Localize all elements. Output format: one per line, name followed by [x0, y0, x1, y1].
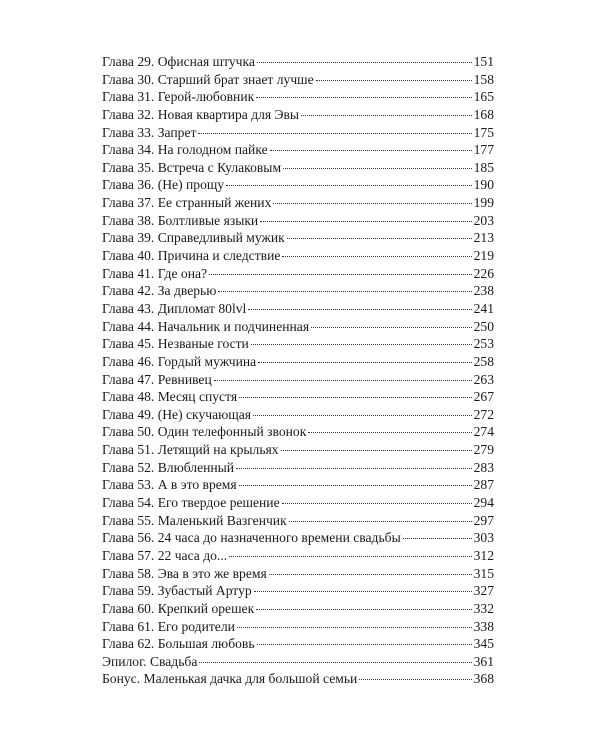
dot-leader — [257, 62, 472, 63]
toc-entry-title: Глава 35. Встреча с Кулаковым — [102, 159, 282, 175]
dot-leader — [281, 450, 472, 451]
toc-entry — [102, 159, 494, 177]
toc-entry-title: Глава 47. Ревнивец — [102, 371, 212, 387]
dot-leader — [214, 380, 472, 381]
toc-entry-title: Глава 54. Его твердое решение — [102, 495, 280, 511]
toc-entry — [102, 176, 494, 194]
toc-entry-title: Бонус. Маленькая дачка для большой семьи — [102, 671, 358, 687]
toc-entry-title: Глава 43. Дипломат 80lvl — [102, 300, 247, 316]
toc-entry-page-number: 250 — [473, 318, 494, 334]
toc-entry-page-number: 226 — [473, 265, 494, 281]
toc-entry — [102, 371, 494, 389]
table-of-contents — [102, 53, 494, 688]
toc-entry-page-number: 361 — [473, 653, 494, 669]
dot-leader — [236, 468, 472, 469]
toc-entry-title: Глава 58. Эва в это же время — [102, 565, 267, 581]
toc-entry — [102, 476, 494, 494]
toc-entry-title: Глава 59. Зубастый Артур — [102, 583, 252, 599]
dot-leader — [257, 644, 472, 645]
dot-leader — [199, 662, 471, 663]
toc-entry — [102, 194, 494, 212]
toc-entry-page-number: 158 — [473, 71, 494, 87]
dot-leader — [237, 627, 472, 628]
toc-entry-page-number: 315 — [473, 565, 494, 581]
toc-entry-title: Глава 39. Справедливый мужик — [102, 230, 285, 246]
toc-entry-title: Глава 62. Большая любовь — [102, 636, 255, 652]
toc-entry-title: Эпилог. Свадьба — [102, 653, 198, 669]
toc-entry — [102, 653, 494, 671]
toc-entry — [102, 318, 494, 336]
toc-entry-page-number: 283 — [473, 459, 494, 475]
toc-entry-title: Глава 48. Месяц спустя — [102, 389, 238, 405]
dot-leader — [258, 362, 471, 363]
toc-entry — [102, 406, 494, 424]
dot-leader — [359, 679, 471, 680]
toc-entry-title: Глава 37. Ее странный жених — [102, 195, 272, 211]
toc-entry-title: Глава 53. А в это время — [102, 477, 237, 493]
toc-entry — [102, 635, 494, 653]
toc-entry-page-number: 175 — [473, 124, 494, 140]
toc-entry — [102, 618, 494, 636]
toc-entry-page-number: 327 — [473, 583, 494, 599]
toc-entry — [102, 229, 494, 247]
toc-entry-title: Глава 50. Один телефонный звонок — [102, 424, 307, 440]
toc-entry — [102, 494, 494, 512]
toc-entry — [102, 265, 494, 283]
dot-leader — [198, 133, 471, 134]
toc-entry-title: Глава 55. Маленький Вазгенчик — [102, 512, 287, 528]
dot-leader — [273, 203, 471, 204]
toc-entry — [102, 459, 494, 477]
dot-leader — [254, 591, 472, 592]
dot-leader — [248, 309, 471, 310]
dot-leader — [311, 327, 472, 328]
toc-entry-page-number: 274 — [473, 424, 494, 440]
toc-entry-title: Глава 49. (Не) скучающая — [102, 406, 252, 422]
dot-leader — [229, 556, 471, 557]
toc-entry-page-number: 203 — [473, 212, 494, 228]
toc-entry-title: Глава 34. На голодном пайке — [102, 142, 268, 158]
toc-entry-page-number: 185 — [473, 159, 494, 175]
toc-entry-page-number: 219 — [473, 248, 494, 264]
toc-entry — [102, 441, 494, 459]
toc-entry-title: Глава 33. Запрет — [102, 124, 197, 140]
toc-entry — [102, 423, 494, 441]
toc-entry-title: Глава 38. Болтливые языки — [102, 212, 259, 228]
toc-entry — [102, 141, 494, 159]
toc-entry — [102, 353, 494, 371]
toc-entry — [102, 388, 494, 406]
toc-entry-title: Глава 36. (Не) прощу — [102, 177, 225, 193]
toc-entry-page-number: 168 — [473, 106, 494, 122]
dot-leader — [256, 97, 471, 98]
toc-entry — [102, 547, 494, 565]
toc-entry-page-number: 267 — [473, 389, 494, 405]
toc-entry — [102, 124, 494, 142]
toc-entry-title: Глава 56. 24 часа до назначенного времени свадьбы — [102, 530, 401, 546]
dot-leader — [251, 344, 472, 345]
dot-leader — [239, 485, 472, 486]
toc-entry-title: Глава 41. Где она? — [102, 265, 208, 281]
toc-entry-title: Глава 40. Причина и следствие — [102, 248, 281, 264]
toc-entry-page-number: 263 — [473, 371, 494, 387]
toc-entry — [102, 565, 494, 583]
toc-entry-page-number: 297 — [473, 512, 494, 528]
dot-leader — [403, 538, 472, 539]
dot-leader — [253, 415, 472, 416]
toc-entry-page-number: 287 — [473, 477, 494, 493]
toc-entry — [102, 53, 494, 71]
toc-entry-page-number: 213 — [473, 230, 494, 246]
toc-entry-title: Глава 61. Его родители — [102, 618, 235, 634]
toc-entry-title: Глава 52. Влюбленный — [102, 459, 235, 475]
toc-entry-page-number: 345 — [473, 636, 494, 652]
toc-entry — [102, 88, 494, 106]
toc-entry-page-number: 238 — [473, 283, 494, 299]
toc-entry-page-number: 258 — [473, 353, 494, 369]
dot-leader — [282, 503, 472, 504]
dot-leader — [308, 432, 471, 433]
toc-entry-page-number: 279 — [473, 442, 494, 458]
dot-leader — [282, 256, 471, 257]
dot-leader — [218, 291, 471, 292]
toc-entry-title: Глава 30. Старший брат знает лучше — [102, 71, 314, 87]
dot-leader — [270, 150, 472, 151]
dot-leader — [256, 609, 471, 610]
toc-entry-title: Глава 44. Начальник и подчиненная — [102, 318, 310, 334]
dot-leader — [260, 221, 471, 222]
toc-entry-page-number: 332 — [473, 600, 494, 616]
toc-entry — [102, 512, 494, 530]
dot-leader — [209, 274, 472, 275]
toc-entry-title: Глава 60. Крепкий орешек — [102, 600, 255, 616]
toc-entry-title: Глава 45. Незваные гости — [102, 336, 249, 352]
toc-entry-page-number: 165 — [473, 89, 494, 105]
toc-entry-page-number: 241 — [473, 300, 494, 316]
toc-entry-title: Глава 51. Летящий на крыльях — [102, 442, 279, 458]
toc-entry — [102, 529, 494, 547]
toc-entry-title: Глава 42. За дверью — [102, 283, 217, 299]
toc-entry — [102, 247, 494, 265]
toc-entry-page-number: 312 — [473, 547, 494, 563]
toc-entry — [102, 212, 494, 230]
toc-entry-title: Глава 29. Офисная штучка — [102, 54, 255, 69]
toc-entry-page-number: 272 — [473, 406, 494, 422]
toc-entry — [102, 106, 494, 124]
toc-entry-page-number: 294 — [473, 495, 494, 511]
toc-entry-page-number: 199 — [473, 195, 494, 211]
toc-entry — [102, 71, 494, 89]
toc-entry — [102, 582, 494, 600]
toc-entry-title: Глава 57. 22 часа до... — [102, 547, 228, 563]
toc-entry-title: Глава 32. Новая квартира для Эвы — [102, 106, 300, 122]
toc-entry-page-number: 338 — [473, 618, 494, 634]
toc-entry — [102, 600, 494, 618]
dot-leader — [226, 185, 471, 186]
toc-entry — [102, 335, 494, 353]
toc-entry — [102, 282, 494, 300]
toc-entry — [102, 670, 494, 688]
dot-leader — [301, 115, 472, 116]
toc-entry-page-number: 253 — [473, 336, 494, 352]
toc-entry-title: Глава 46. Гордый мужчина — [102, 353, 257, 369]
dot-leader — [289, 521, 472, 522]
toc-entry-title: Глава 31. Герой-любовник — [102, 89, 255, 105]
dot-leader — [269, 574, 472, 575]
dot-leader — [283, 168, 472, 169]
toc-entry-page-number: 368 — [473, 671, 494, 687]
toc-entry-page-number: 303 — [473, 530, 494, 546]
toc-entry — [102, 300, 494, 318]
dot-leader — [287, 238, 472, 239]
dot-leader — [316, 80, 472, 81]
toc-entry-page-number: 190 — [473, 177, 494, 193]
dot-leader — [239, 397, 472, 398]
toc-entry-page-number: 177 — [473, 142, 494, 158]
toc-entry-page-number: 151 — [473, 54, 494, 69]
